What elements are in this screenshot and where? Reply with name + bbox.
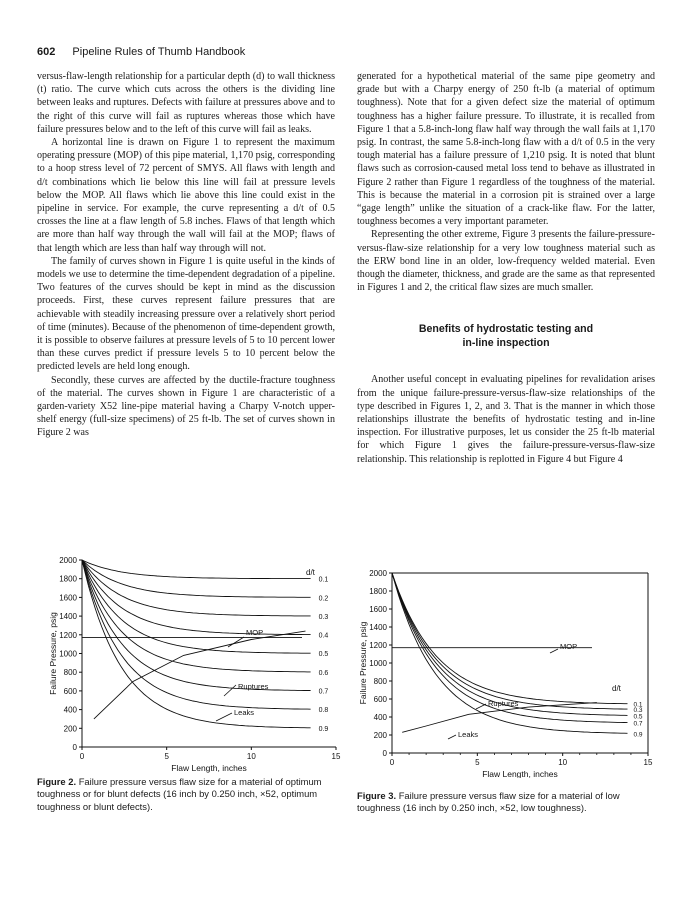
- y-tick-label: 800: [373, 677, 387, 686]
- ruptures-pointer: [224, 685, 236, 696]
- y-tick-label: 400: [63, 705, 77, 715]
- section-heading-line: in-line inspection: [462, 337, 550, 350]
- annotation-ruptures: Ruptures: [238, 682, 269, 691]
- leak-rupture-divide-line: [94, 631, 306, 719]
- mop-pointer: [550, 649, 558, 653]
- paragraph: The family of curves shown in Figure 1 is quite useful in the kinds of models we use to determine the time-dependent degradation of a pipeline. Two features of the curves should be kept in mind as the discussion proceeds. First, these curves represent failure pressures that are achievable with steadily increasing pressure over a relatively short period of time (minutes). Because of the phenomenon of time-dependent growth, it is possible to observe failures at pressure levels of 5 to 10 percent lower than these curves predict if pressure levels 5 to 10 percent below the predicted levels are held long enough.: [37, 255, 335, 373]
- x-tick-label: 15: [643, 758, 653, 767]
- y-tick-label: 600: [63, 686, 77, 696]
- y-tick-label: 2000: [59, 556, 77, 565]
- ruptures-pointer: [476, 704, 486, 709]
- leaks-pointer: [448, 735, 456, 739]
- series-label-0.6: 0.6: [318, 669, 329, 677]
- caption-label: Figure 2.: [37, 776, 77, 787]
- annotation-ruptures: Ruptures: [488, 699, 519, 708]
- book-title: Pipeline Rules of Thumb Handbook: [72, 46, 246, 58]
- y-tick-label: 800: [63, 668, 77, 678]
- series-label-0.7: 0.7: [318, 688, 329, 696]
- series-label-0.5: 0.5: [318, 651, 329, 659]
- x-tick-label: 15: [331, 752, 341, 761]
- x-tick-label: 10: [246, 752, 256, 761]
- series-line-0.9: [82, 560, 311, 728]
- y-tick-label: 1200: [369, 641, 387, 650]
- x-axis-label: Flaw Length, inches: [482, 769, 558, 778]
- figure-3-chart: [348, 563, 658, 778]
- y-tick-label: 0: [382, 749, 387, 758]
- caption-text: Failure pressure versus flaw size for a material of optimum toughness or for blunt defects (16 inch by 0.250 inch, ×52, optimum toughness or blunt defects).: [37, 776, 322, 812]
- leaks-pointer: [216, 713, 232, 721]
- x-tick-label: 5: [475, 758, 480, 767]
- x-axis-label: Flaw Length, inches: [171, 763, 247, 773]
- y-tick-label: 200: [63, 724, 77, 734]
- y-tick-label: 1200: [59, 630, 77, 640]
- y-tick-label: 0: [72, 743, 77, 752]
- y-tick-label: 1400: [59, 612, 77, 622]
- x-tick-label: 0: [389, 758, 395, 767]
- series-line-0.5: [392, 573, 628, 715]
- paragraph: generated for a hypothetical material of the same pipe geometry and grade but with a Charpy energy of 250 ft-lb (a material of optimum toughness). Note that for a given defect size the material of optimum toughness has a higher failure pressure. To illustrate, it is recalled from Figure 1 that a 5.8-inch-long flaw half way through the wall fails at 1,170 psig. In contrast, the same 5.8-inch-long flaw with a d/t of 0.5 in the very tough material has a failure pressure of 1,210 psig. It is noted that blunt flaws such as corrosion-caused metal loss tend to behave as illustrated in Figure 2 rather than Figure 1 regardless of the toughness of the material. This is because the material in a corrosion pit is strained over a large “gage length” unlike the situation of a crack-like flaw. For the latter, toughness becomes a very important parameter.: [357, 71, 655, 228]
- left-column: [37, 70, 335, 440]
- series-label-0.5: 0.5: [633, 713, 643, 721]
- figure-3-caption: [357, 790, 657, 815]
- series-label-0.4: 0.4: [318, 632, 329, 640]
- annotation-leaks: Leaks: [458, 730, 479, 739]
- series-label-0.1: 0.1: [633, 701, 643, 709]
- y-tick-label: 1400: [369, 623, 387, 632]
- y-tick-label: 1600: [369, 605, 387, 614]
- figure-2-caption: [37, 776, 337, 813]
- y-tick-label: 1000: [59, 649, 77, 659]
- series-line-0.3: [82, 560, 311, 616]
- annotation-mop: MOP: [560, 642, 578, 651]
- page-number: 602: [37, 46, 56, 58]
- paragraph: A horizontal line is drawn on Figure 1 to represent the maximum operating pressure (MOP) of this pipe material, 1,170 psig, corresponding to a hoop stress level of 72 percent of SMYS. All flaws with length and d/t combinations which lie below this line will fail at pressure levels below the MOP. All flaws which lie above this line could exist in the pipeline in service. For example, the curve representing a d/t of 0.5 crosses the line at a flaw length of 5.8 inches. Flaws of that length which are more than half way through the wall will fail at the MOP; flaws of that length which are less than half way through will not.: [37, 137, 335, 254]
- caption-text: Failure pressure versus flaw size for a material of low toughness (16 inch by 0.250 inch, ×52, low toughness).: [357, 790, 620, 814]
- y-tick-label: 1800: [59, 574, 77, 584]
- y-axis-label: Failure Pressure, psig: [358, 621, 368, 705]
- y-tick-label: 600: [373, 695, 387, 704]
- annotation-leaks: Leaks: [234, 708, 255, 717]
- series-line-0.1: [82, 560, 311, 579]
- figure-2-chart: [30, 553, 350, 775]
- series-label-0.8: 0.8: [318, 707, 329, 715]
- page-header: [37, 46, 245, 58]
- series-label-0.1: 0.1: [318, 576, 329, 584]
- y-tick-label: 200: [373, 731, 387, 740]
- y-axis-label: Failure Pressure, psig: [48, 612, 58, 695]
- section-heading-line: Benefits of hydrostatic testing and: [418, 323, 594, 336]
- legend-title: d/t: [612, 684, 621, 693]
- x-tick-label: 5: [164, 752, 169, 761]
- series-label-0.9: 0.9: [633, 731, 643, 739]
- annotation-mop: MOP: [246, 628, 264, 637]
- series-label-0.2: 0.2: [318, 595, 329, 603]
- section-heading: [357, 322, 655, 350]
- series-line-0.5: [82, 560, 311, 653]
- series-label-0.7: 0.7: [633, 720, 643, 728]
- series-line-0.1: [392, 573, 628, 704]
- paragraph: Another useful concept in evaluating pipelines for revalidation arises from the unique failure-pressure-versus-flaw-size relationships of the type described in Figures 1, 2, and 3. That is the manner in which those relationships illustrate the benefits of hydrostatic testing and in-line inspection. For illustrative purposes, let us consider the 25 ft-lb material for which Figure 1 gives the failure-pressure-versus-flaw-size relationship. This relationship is replotted in Figure 4 but Figure 4: [357, 374, 655, 465]
- series-label-0.9: 0.9: [318, 725, 329, 733]
- y-tick-label: 1000: [369, 659, 387, 668]
- paragraph: Secondly, these curves are affected by the ductile-fracture toughness of the material. The curves shown in Figure 1 are characteristic of a garden-variety X52 line-pipe material having a Charpy V-notch upper-shelf energy (full-size specimens) of 25 ft-lb. The set of curves shown in Figure 2 was: [37, 374, 335, 439]
- x-tick-label: 10: [558, 758, 568, 767]
- paragraph: versus-flaw-length relationship for a particular depth (d) to wall thickness (t) ratio. The curve which cuts across the others is the dividing line between leaks and ruptures. Defects with failure at pressures above and to the right of this curve will fail as ruptures whereas those which have failure pressures below and to the left of this curve will fail as leaks.: [37, 71, 335, 135]
- x-tick-label: 0: [79, 752, 85, 761]
- series-label-0.3: 0.3: [318, 613, 329, 621]
- right-column: [357, 70, 655, 466]
- legend-title: d/t: [306, 568, 315, 577]
- caption-label: Figure 3.: [357, 790, 397, 801]
- series-label-0.3: 0.3: [633, 707, 643, 715]
- y-tick-label: 400: [373, 713, 387, 722]
- y-tick-label: 2000: [369, 569, 387, 578]
- y-tick-label: 1800: [369, 587, 387, 596]
- series-line-0.3: [392, 573, 628, 709]
- y-tick-label: 1600: [59, 593, 77, 603]
- paragraph: Representing the other extreme, Figure 3 presents the failure-pressure-versus-flaw-size relationship for a very low toughness material such as the ERW bond line in an older, low-frequency welded material. Even though the diameter, thickness, and grade are the same as that represented in Figures 1 and 2, the critical flaw sizes are much smaller.: [357, 229, 655, 294]
